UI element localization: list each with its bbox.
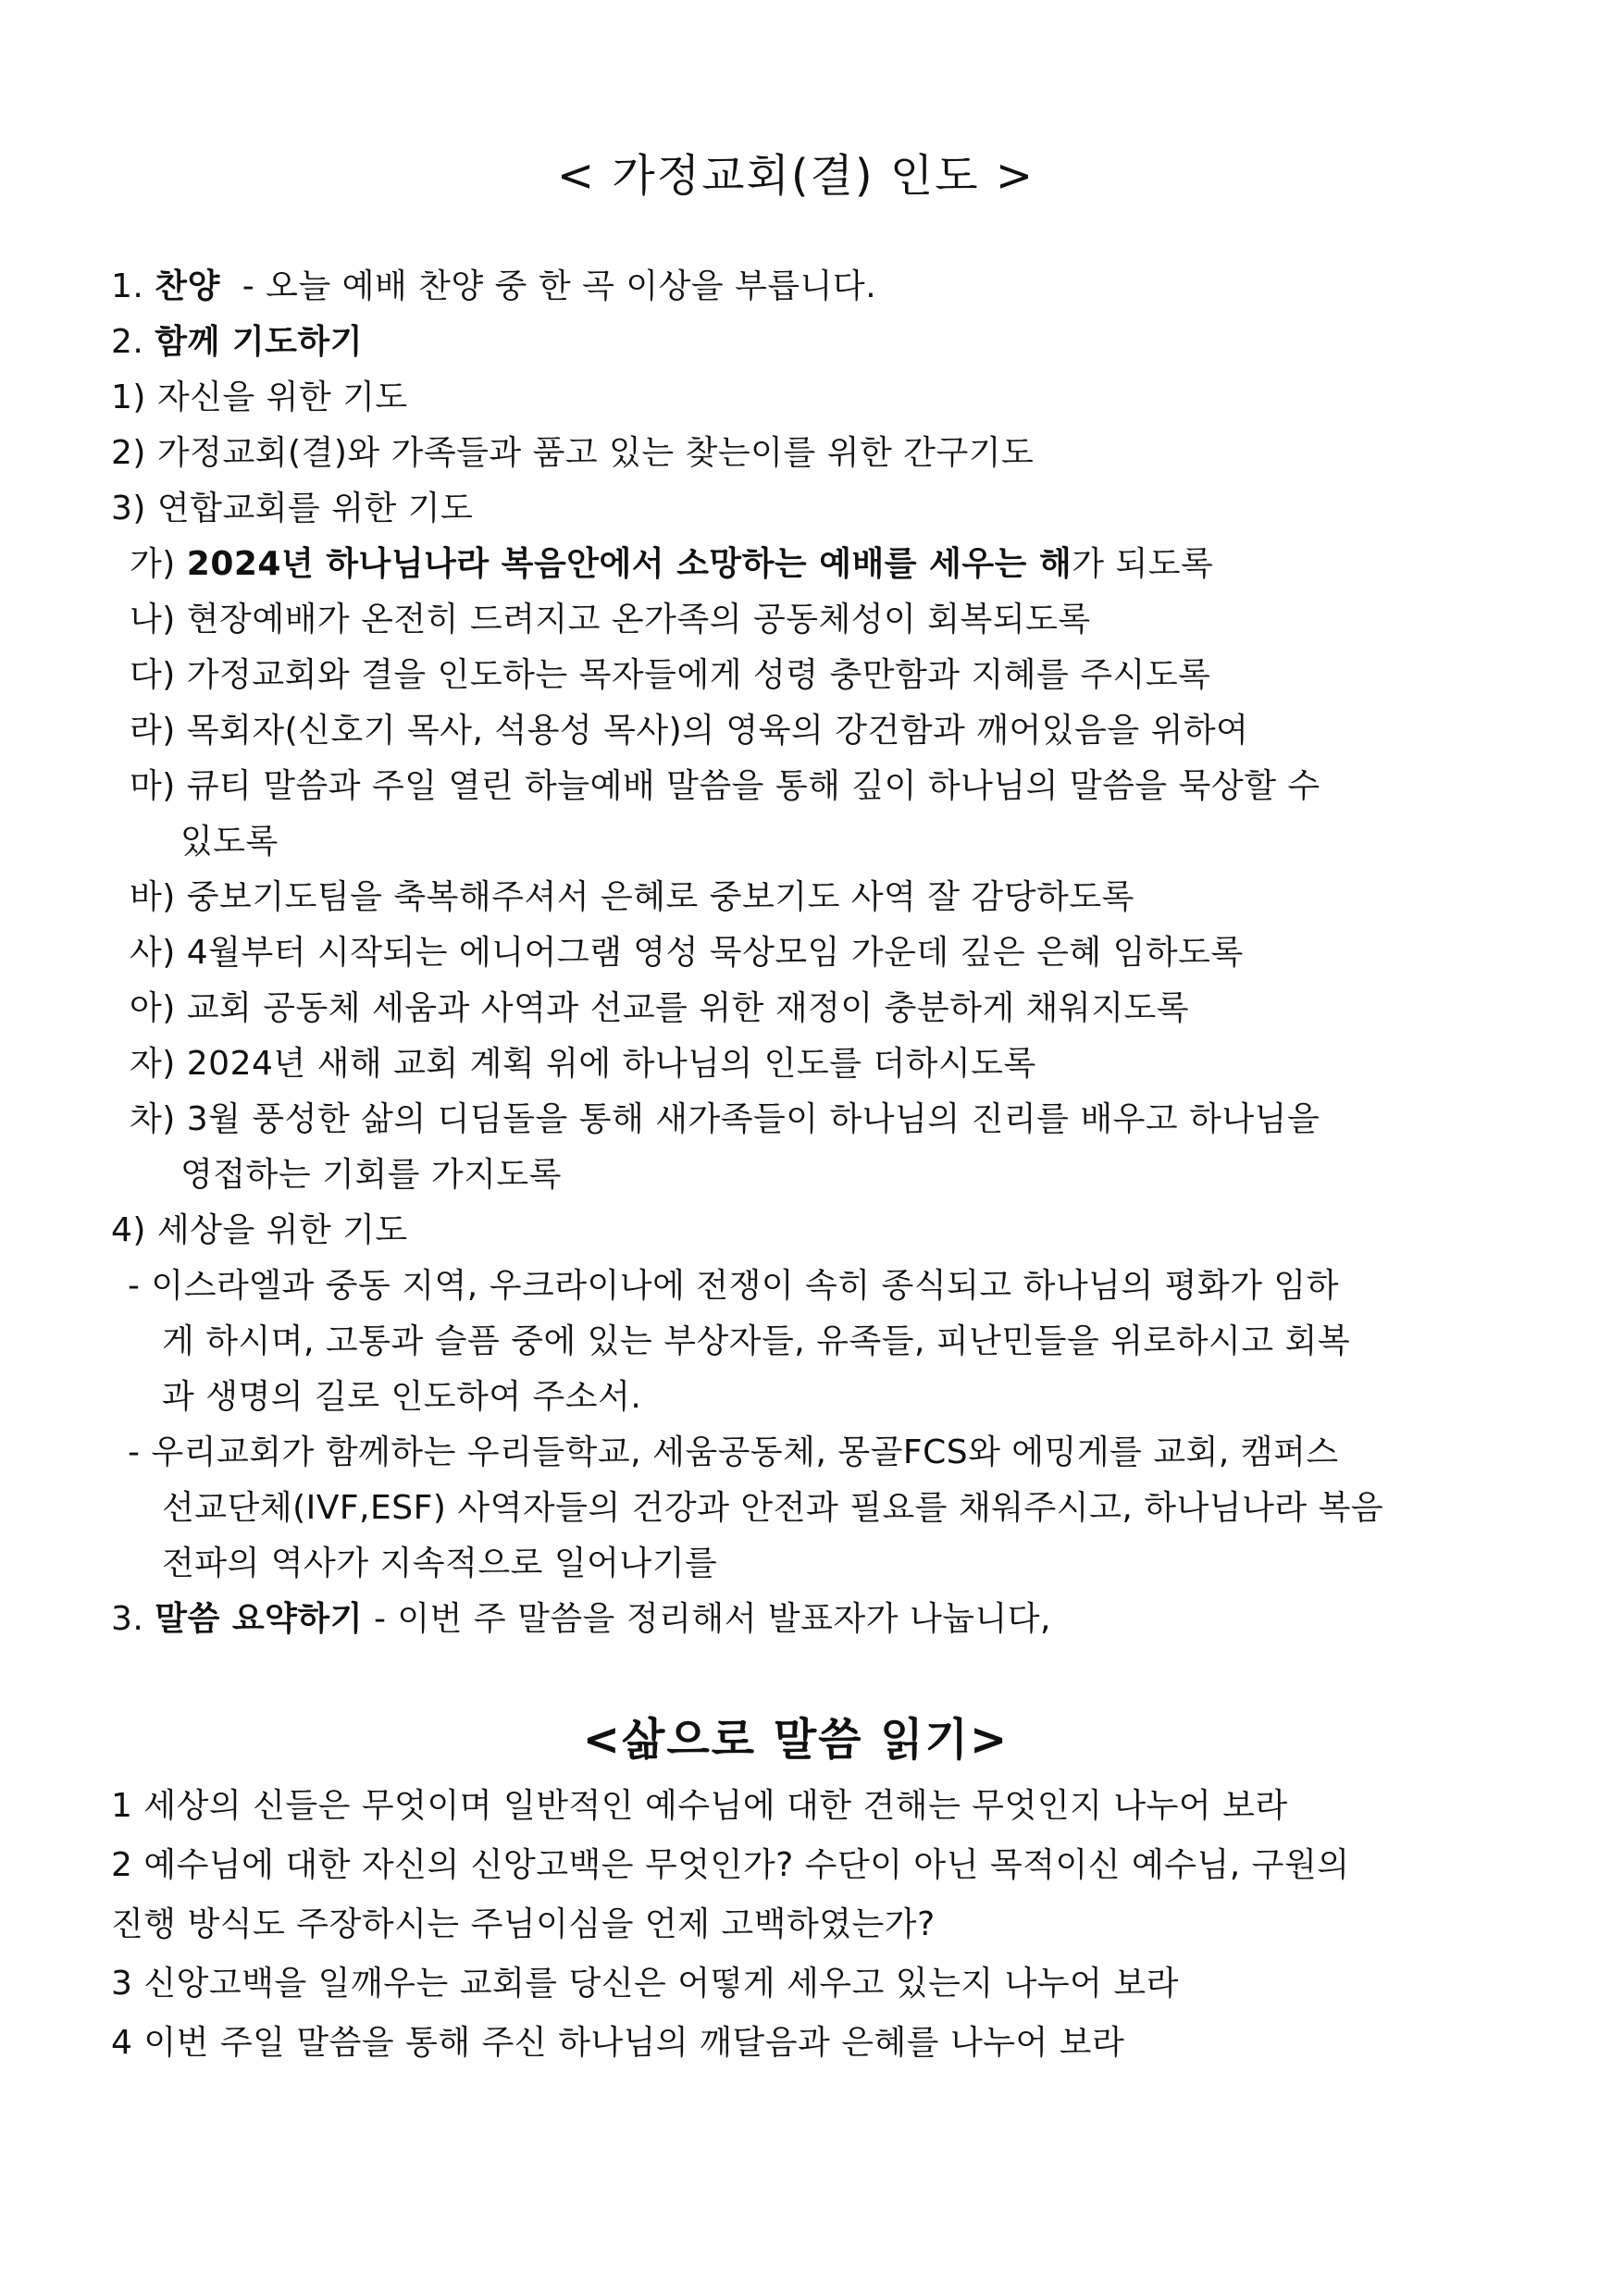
section-summary <box>111 1592 1481 1647</box>
church-prayer-da: 다) 가정교회와 결을 인도하는 목자들에게 성령 충만함과 지혜를 주시도록 <box>130 656 1211 694</box>
prayer-item-family: 2) 가정교회(결)와 가족들과 품고 있는 찾는이를 위한 간구기도 <box>111 434 1035 472</box>
section-number: 2. <box>111 323 155 361</box>
church-prayer-na: 나) 현장예배가 온전히 드려지고 온가족의 공동체성이 회복되도록 <box>130 601 1091 639</box>
prayer-item-world: 4) 세상을 위한 기도 <box>111 1211 408 1249</box>
section-praise <box>111 259 1481 315</box>
church-prayer-ja: 자) 2024년 새해 교회 계획 위에 하나님의 인도를 더하시도록 <box>130 1045 1036 1083</box>
church-prayer-ma: 마) 큐티 말씀과 주일 열린 하늘예배 말씀을 통해 깊이 하나님의 말씀을 묵상할 수 <box>130 767 1320 805</box>
world-prayer-1-continued: 과 생명의 길로 인도하여 주소서. <box>162 1378 642 1416</box>
question-1: 1 세상의 신들은 무엇이며 일반적인 예수님에 대한 견해는 무엇인지 나누어 보라 <box>111 1787 1288 1825</box>
section-number: 3. <box>111 1600 155 1638</box>
prayer-item-self: 1) 자신을 위한 기도 <box>111 378 408 416</box>
section-spacer <box>111 1647 1481 1703</box>
church-prayer-highlight: 2024년 하나님나라 복음안에서 소망하는 예배를 세우는 해 <box>186 545 1072 583</box>
world-prayer-1: - 이스라엘과 중동 지역, 우크라이나에 전쟁이 속히 종식되고 하나님의 평화가 임하 <box>128 1267 1339 1305</box>
section-heading: 함께 기도하기 <box>155 323 363 361</box>
section-heading: 말씀 요약하기 <box>155 1600 363 1638</box>
question-2-continued: 진행 방식도 주장하시는 주님이심을 언제 고백하였는가? <box>111 1905 936 1943</box>
document-page <box>111 148 1481 2073</box>
prayer-item-church: 3) 연합교회를 위한 기도 <box>111 490 474 527</box>
world-prayer-2: - 우리교회가 함께하는 우리들학교, 세움공동체, 몽골FCS와 에밍게를 교회, 캠퍼스 <box>128 1433 1339 1471</box>
world-prayer-1-continued: 게 하시며, 고통과 슬픔 중에 있는 부상자들, 유족들, 피난민들을 위로하시고 회복 <box>162 1322 1351 1360</box>
section-number: 1. <box>111 267 155 305</box>
church-prayer-a: 아) 교회 공동체 세움과 사역과 선교를 위한 재정이 충분하게 채워지도록 <box>130 989 1190 1027</box>
church-prayer-ma-continued: 있도록 <box>180 823 279 861</box>
question-3: 3 신앙고백을 일깨우는 교회를 당신은 어떻게 세우고 있는지 나누어 보라 <box>111 1965 1179 2003</box>
church-prayer-sa: 사) 4월부터 시작되는 에니어그램 영성 묵상모임 가운데 깊은 은혜 임하도록 <box>130 934 1244 972</box>
church-prayer-ba: 바) 중보기도팀을 축복해주셔서 은혜로 중보기도 사역 잘 감당하도록 <box>130 878 1134 916</box>
reading-title: <삶으로 말씀 읽기> <box>582 1714 1010 1766</box>
church-prayer-cha: 차) 3월 풍성한 삶의 디딤돌을 통해 새가족들이 하나님의 진리를 배우고 하나님을 <box>130 1100 1320 1138</box>
section-prayer <box>111 315 1481 370</box>
church-prayer-ra: 라) 목회자(신호기 목사, 석용성 목사)의 영육의 강건함과 깨어있음을 위하여 <box>130 712 1249 750</box>
world-prayer-2-continued: 선교단체(IVF,ESF) 사역자들의 건강과 안전과 필요를 채워주시고, 하나님나라 복음 <box>162 1489 1384 1527</box>
page-title: < 가정교회(결) 인도 > <box>556 150 1035 202</box>
church-prayer-cha-continued: 영접하는 기회를 가지도록 <box>180 1156 562 1194</box>
question-2: 2 예수님에 대한 자신의 신앙고백은 무엇인가? 수단이 아닌 목적이신 예수님, 구원의 <box>111 1846 1350 1884</box>
question-4: 4 이번 주일 말씀을 통해 주신 하나님의 깨달음과 은혜를 나누어 보라 <box>111 2024 1125 2062</box>
church-prayer-ga: 가) 2024년 하나님나라 복음안에서 소망하는 예배를 세우는 해가 되도록 <box>130 545 1214 583</box>
section-text: - 오늘 예배 찬양 중 한 곡 이상을 부릅니다. <box>219 267 877 305</box>
section-text: - 이번 주 말씀을 정리해서 발표자가 나눕니다, <box>363 1600 1052 1638</box>
world-prayer-2-continued: 전파의 역사가 지속적으로 일어나기를 <box>162 1544 718 1582</box>
section-heading: 찬양 <box>155 267 220 305</box>
